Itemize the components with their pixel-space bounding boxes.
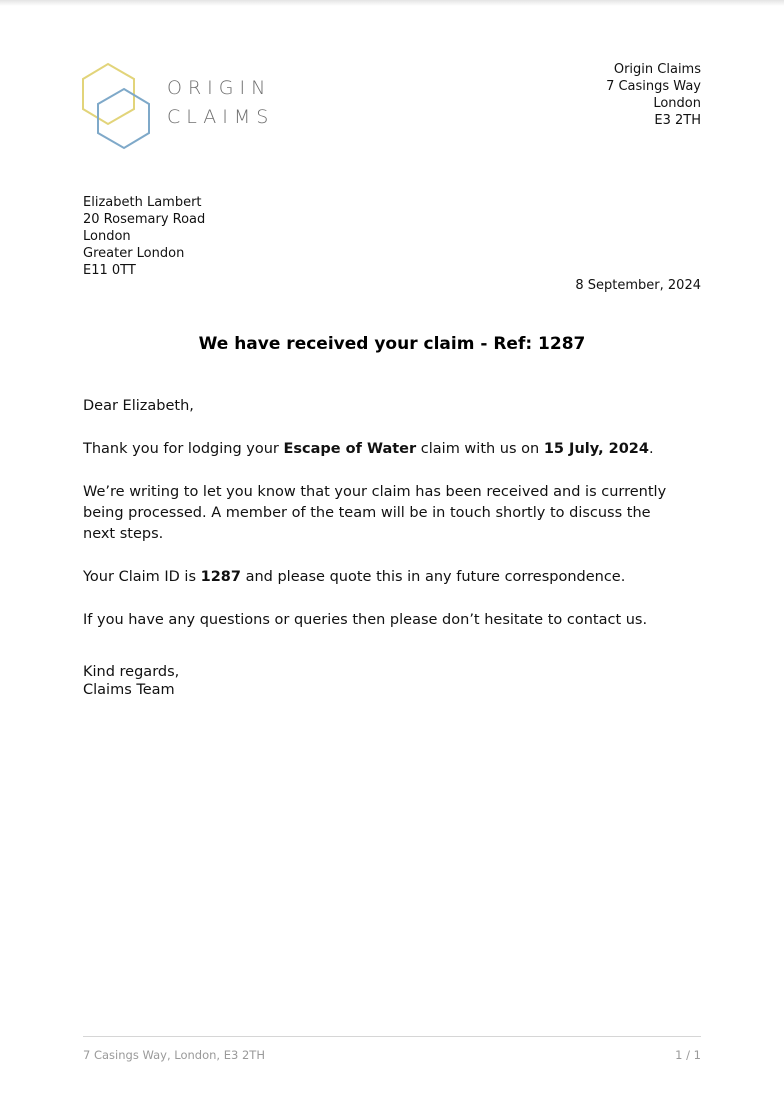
- text-fragment: .: [648, 441, 654, 457]
- recipient-postcode: E11 0TT: [83, 263, 136, 278]
- sender-street: 7 Casings Way: [606, 79, 701, 94]
- footer-address: 7 Casings Way, London, E3 2TH: [83, 1048, 265, 1062]
- company-logo: [80, 60, 280, 152]
- recipient-county: Greater London: [83, 246, 185, 261]
- letter-date: 8 September, 2024: [575, 278, 701, 293]
- claim-date: 15 July, 2024: [543, 441, 649, 457]
- letter-body: [83, 396, 683, 653]
- sender-name: Origin Claims: [613, 62, 701, 77]
- hexagon-logo-icon: [80, 60, 160, 152]
- text-fragment: and please quote this in any future correspondence.: [240, 569, 626, 585]
- text-fragment: Thank you for lodging your: [83, 441, 284, 457]
- page-number: 1 / 1: [675, 1048, 701, 1062]
- text-fragment: Your Claim ID is: [83, 569, 201, 585]
- signoff: [83, 663, 179, 699]
- sender-city: London: [653, 96, 701, 111]
- paragraph-claim-received: We’re writing to let you know that your claim has been received and is currently being processed. A member of the team will be in touch shortly to discuss the next steps.: [83, 484, 667, 542]
- signature-team: Claims Team: [83, 682, 175, 698]
- recipient-name: Elizabeth Lambert: [83, 195, 202, 210]
- sender-postcode: E3 2TH: [654, 113, 701, 128]
- footer-divider: [83, 1036, 701, 1037]
- claim-id: 1287: [200, 569, 241, 585]
- logo-text-origin: ORIGIN: [167, 77, 272, 99]
- letter-subject: We have received your claim - Ref: 1287: [198, 334, 586, 354]
- recipient-city: London: [83, 229, 131, 244]
- logo-text-claims: CLAIMS: [167, 106, 275, 128]
- claim-type: Escape of Water: [283, 441, 417, 457]
- paragraph-claim-lodged: [83, 439, 683, 460]
- recipient-street: 20 Rosemary Road: [83, 212, 206, 227]
- text-fragment: claim with us on: [416, 441, 544, 457]
- paragraph-claim-id: [83, 567, 683, 588]
- recipient-address: [83, 194, 205, 279]
- salutation: Dear Elizabeth,: [83, 398, 194, 414]
- top-shadow: [0, 0, 784, 6]
- sender-address: [606, 61, 701, 129]
- paragraph-contact: If you have any questions or queries then please don’t hesitate to contact us.: [83, 612, 648, 628]
- closing: Kind regards,: [83, 664, 180, 680]
